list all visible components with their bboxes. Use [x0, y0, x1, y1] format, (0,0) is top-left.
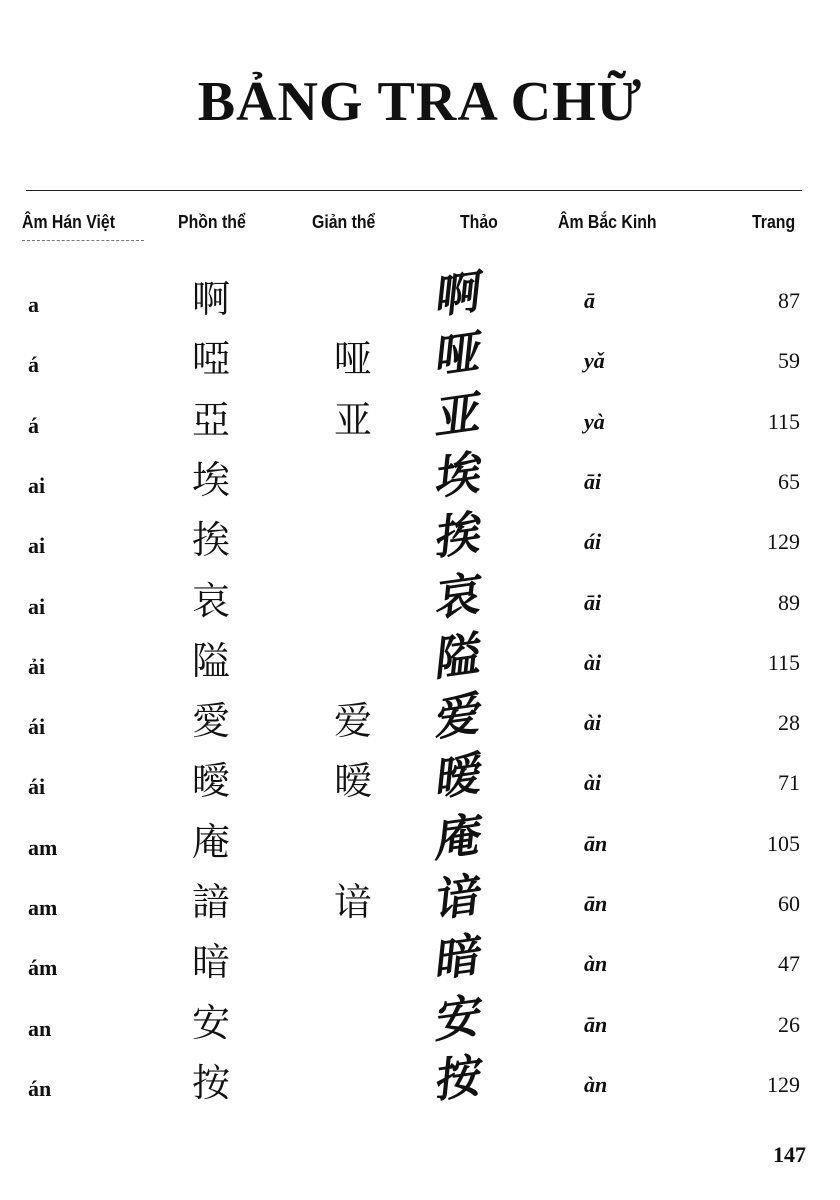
- cell-am-han-viet: ai: [28, 472, 46, 498]
- cell-am-bac-kinh: ān: [584, 1011, 608, 1037]
- cell-thao: 暗: [433, 926, 483, 989]
- cell-gian-the: 暧: [334, 759, 373, 804]
- cell-trang: 47: [778, 951, 800, 977]
- cell-am-han-viet: ai: [28, 533, 46, 559]
- cell-trang: 71: [778, 770, 800, 796]
- cell-thao: 亚: [433, 383, 483, 446]
- cell-am-bac-kinh: ā: [584, 288, 595, 313]
- cell-am-han-viet: á: [28, 352, 39, 378]
- cell-am-bac-kinh: ài: [584, 649, 602, 675]
- cell-trang: 65: [778, 468, 800, 494]
- cell-trang: 26: [778, 1011, 800, 1037]
- cell-trang: 59: [778, 348, 800, 374]
- header-trang: Trang: [752, 212, 796, 232]
- cell-phon-the: 挨: [192, 518, 231, 563]
- cell-am-han-viet: á: [28, 412, 39, 438]
- table-row: [0, 323, 840, 390]
- cell-gian-the: 谙: [334, 880, 373, 924]
- cell-am-han-viet: ám: [28, 955, 58, 981]
- header-underline: [22, 240, 144, 241]
- header-gian-the: Giản thể: [312, 212, 376, 232]
- cell-am-bac-kinh: yà: [584, 408, 605, 434]
- cell-phon-the: 庵: [192, 819, 231, 864]
- cell-gian-the: 哑: [334, 337, 373, 382]
- top-rule: [26, 190, 802, 191]
- cell-am-han-viet: án: [28, 1075, 52, 1101]
- cell-phon-the: 隘: [192, 638, 231, 683]
- cell-thao: 安: [433, 986, 483, 1049]
- cell-am-han-viet: am: [28, 834, 58, 860]
- table-row: [0, 685, 840, 752]
- cell-am-han-viet: ái: [28, 774, 46, 800]
- cell-thao: 爱: [433, 685, 483, 747]
- page-number: 147: [773, 1142, 806, 1167]
- cell-thao: 谙: [433, 866, 483, 928]
- cell-thao: 挨: [433, 504, 483, 566]
- cell-am-bac-kinh: àn: [584, 951, 608, 977]
- cell-gian-the: 爱: [334, 699, 373, 744]
- cell-phon-the: 埃: [192, 457, 231, 502]
- page-title: BẢNG TRA CHỮ: [197, 71, 643, 133]
- cell-am-han-viet: an: [28, 1015, 52, 1041]
- cell-am-bac-kinh: ān: [584, 830, 608, 856]
- cell-phon-the: 安: [192, 1000, 231, 1045]
- cell-thao: 埃: [433, 444, 483, 506]
- table-row: [0, 745, 840, 812]
- cell-trang: 87: [778, 288, 800, 313]
- cell-gian-the: 亚: [334, 397, 373, 442]
- table-row: [0, 263, 840, 330]
- table-row: [0, 866, 840, 933]
- table-row: [0, 444, 840, 511]
- cell-trang: 89: [778, 589, 800, 615]
- cell-thao: 暧: [433, 745, 483, 808]
- table-row: [0, 504, 840, 571]
- cell-phon-the: 按: [192, 1060, 231, 1105]
- cell-phon-the: 哀: [192, 578, 231, 623]
- header-thao: Thảo: [460, 212, 498, 232]
- cell-am-han-viet: am: [28, 895, 58, 920]
- cell-trang: 28: [778, 710, 800, 736]
- cell-am-bac-kinh: ái: [584, 529, 602, 555]
- table-row: [0, 986, 840, 1054]
- cell-phon-the: 亞: [192, 397, 231, 442]
- cell-trang: 105: [767, 830, 800, 856]
- cell-thao: 哑: [433, 323, 483, 386]
- cell-am-bac-kinh: āi: [584, 589, 602, 615]
- header-am-bac-kinh: Âm Bắc Kinh: [558, 212, 657, 232]
- cell-am-bac-kinh: yǎ: [584, 348, 605, 374]
- cell-am-han-viet: ai: [28, 593, 46, 619]
- cell-trang: 129: [767, 1071, 800, 1097]
- cell-am-bac-kinh: ài: [584, 770, 602, 796]
- header-phon-the: Phồn thể: [178, 212, 246, 232]
- table-header: [0, 212, 840, 242]
- table-row: [0, 805, 840, 873]
- cell-thao: 哀: [433, 564, 483, 627]
- cell-am-han-viet: ái: [28, 714, 46, 740]
- cell-thao: 啊: [433, 263, 483, 325]
- table-row: [0, 926, 840, 993]
- cell-am-bac-kinh: àn: [584, 1071, 608, 1097]
- cell-phon-the: 啊: [192, 277, 231, 321]
- header-am-han-viet: Âm Hán Việt: [22, 212, 116, 232]
- cell-thao: 庵: [433, 805, 483, 868]
- table-row: [0, 1047, 840, 1114]
- table-row: [0, 383, 840, 451]
- cell-phon-the: 諳: [192, 880, 231, 924]
- cell-thao: 隘: [433, 625, 483, 687]
- cell-trang: 129: [767, 529, 800, 555]
- table-row: [0, 564, 840, 632]
- cell-phon-the: 啞: [192, 337, 231, 382]
- cell-phon-the: 曖: [192, 759, 231, 804]
- cell-trang: 60: [778, 891, 800, 916]
- cell-thao: 按: [433, 1047, 483, 1109]
- cell-trang: 115: [767, 649, 800, 675]
- cell-am-han-viet: a: [28, 292, 39, 317]
- cell-phon-the: 暗: [192, 940, 231, 985]
- table-row: [0, 625, 840, 692]
- cell-am-bac-kinh: āi: [584, 468, 602, 494]
- cell-phon-the: 愛: [192, 699, 231, 744]
- cell-am-han-viet: ải: [28, 653, 46, 679]
- cell-am-bac-kinh: ài: [584, 710, 602, 736]
- cell-am-bac-kinh: ān: [584, 891, 608, 916]
- cell-trang: 115: [767, 408, 800, 434]
